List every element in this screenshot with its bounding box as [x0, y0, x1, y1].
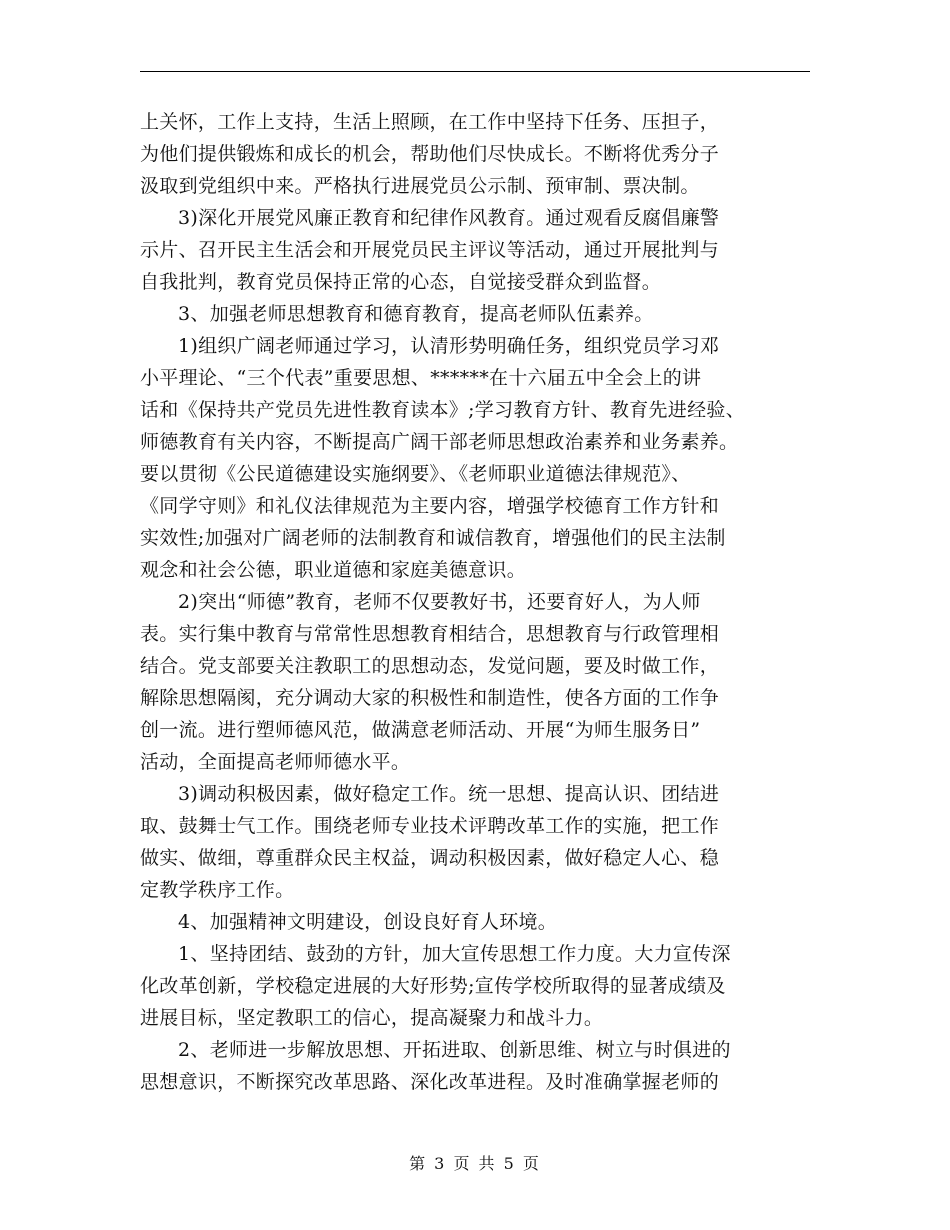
text-line: 活动，全面提高老师师德水平。 — [140, 751, 411, 773]
page-number: 第 3 页 共 5 页 — [409, 1154, 541, 1173]
text-line: 汲取到党组织中来。严格执行进展党员公示制、预审制、票决制。 — [140, 175, 700, 197]
document-body — [140, 106, 820, 1098]
text-line: 表。实行集中教育与常常性思想教育相结合，思想教育与行政管理相 — [140, 623, 720, 645]
text-line: 1)组织广阔老师通过学习，认清形势明确任务，组织党员学习邓 — [178, 335, 720, 357]
text-line: 3)调动积极因素，做好稳定工作。统一思想、提高认识、团结进 — [178, 783, 720, 805]
text-line: 解除思想隔阂，充分调动大家的积极性和制造性，使各方面的工作争 — [140, 687, 720, 709]
text-line: 实效性;加强对广阔老师的法制教育和诚信教育，增强他们的民主法制 — [140, 527, 726, 549]
text-line: 创一流。进行塑师德风范，做满意老师活动、开展“为师生服务日” — [140, 719, 701, 741]
text-line: 《同学守则》和礼仪法律规范为主要内容，增强学校德育工作方针和 — [140, 495, 720, 517]
text-line: 3、加强老师思想教育和德育教育，提高老师队伍素养。 — [178, 303, 654, 325]
text-line: 小平理论、“三个代表”重要思想、******在十六届五中全会上的讲 — [140, 367, 702, 389]
text-line: 定教学秩序工作。 — [140, 879, 295, 901]
text-line: 思想意识，不断探究改革思路、深化改革进程。及时准确掌握老师的 — [140, 1071, 720, 1093]
text-line: 1、坚持团结、鼓劲的方针，加大宣传思想工作力度。大力宣传深 — [178, 943, 731, 965]
text-line: 进展目标，坚定教职工的信心，提高凝聚力和战斗力。 — [140, 1007, 604, 1029]
text-line: 取、鼓舞士气工作。围绕老师专业技术评聘改革工作的实施，把工作 — [140, 815, 720, 837]
text-line: 结合。党支部要关注教职工的思想动态，发觉问题，要及时做工作， — [140, 655, 720, 677]
text-line: 3)深化开展党风廉正教育和纪律作风教育。通过观看反腐倡廉警 — [178, 207, 720, 229]
text-line: 话和《保持共产党员先进性教育读本》;学习教育方针、教育先进经验、 — [140, 399, 746, 421]
text-line: 做实、做细，尊重群众民主权益，调动积极因素，做好稳定人心、稳 — [140, 847, 720, 869]
text-line: 化改革创新，学校稳定进展的大好形势;宣传学校所取得的显著成绩及 — [140, 975, 726, 997]
text-line: 自我批判，教育党员保持正常的心态，自觉接受群众到监督。 — [140, 271, 662, 293]
text-line: 2)突出“师德”教育，老师不仅要教好书，还要育好人，为人师 — [178, 591, 701, 613]
text-line: 示片、召开民主生活会和开展党员民主评议等活动，通过开展批判与 — [140, 239, 720, 261]
header-rule — [140, 71, 810, 72]
text-line: 要以贯彻《公民道德建设实施纲要》、《老师职业道德法律规范》、 — [140, 463, 691, 485]
text-line: 观念和社会公德，职业道德和家庭美德意识。 — [140, 559, 527, 581]
text-line: 4、加强精神文明建设，创设良好育人环境。 — [178, 911, 558, 933]
text-line: 上关怀，工作上支持，生活上照顾，在工作中坚持下任务、压担子， — [140, 111, 720, 133]
text-line: 师德教育有关内容，不断提高广阔干部老师思想政治素养和业务素养。 — [140, 431, 739, 453]
text-line: 2、老师进一步解放思想、开拓进取、创新思维、树立与时俱进的 — [178, 1039, 731, 1061]
text-line: 为他们提供锻炼和成长的机会，帮助他们尽快成长。不断将优秀分子 — [140, 143, 720, 165]
